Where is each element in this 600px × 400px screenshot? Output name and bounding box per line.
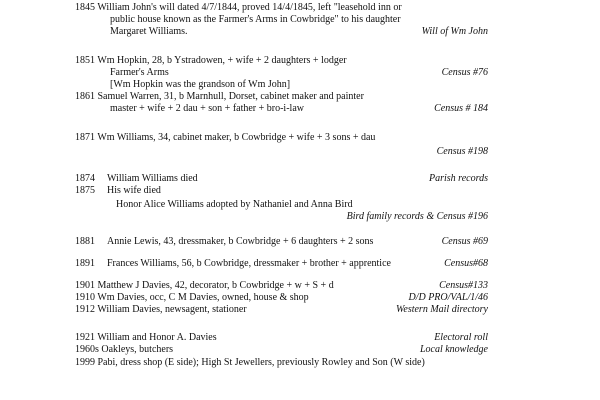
entry-1999-text: 1999 Pabi, dress shop (E side); High St Jewellers, previously Rowley and Son (W side)	[75, 357, 425, 368]
entry-1881-text: Annie Lewis, 43, dressmaker, b Cowbridge + 6 daughters + 2 sons	[107, 236, 374, 247]
entry-1874-source: Parish records	[429, 173, 488, 184]
entry-1901-source: Census#133	[439, 280, 488, 291]
entry-1891-year: 1891	[75, 258, 95, 269]
entry-1921-source: Electoral roll	[434, 332, 488, 343]
entry-1845-line-2: public house known as the Farmer's Arms in Cowbridge" to his daughter	[110, 14, 401, 25]
entry-1845-line-1: 1845 William John's will dated 4/7/1844, proved 14/4/1845, left "leasehold inn or	[75, 2, 402, 13]
entry-1875-year: 1875	[75, 185, 95, 196]
entry-1875-text: His wife died	[107, 185, 161, 196]
entry-1861-line-1: 1861 Samuel Warren, 31, b Marnhull, Dorset, cabinet maker and painter	[75, 91, 364, 102]
entry-1875-source: Bird family records & Census #196	[346, 211, 488, 222]
entry-1960s-source: Local knowledge	[419, 344, 488, 355]
entry-1861-line-2: master + wife + 2 dau + son + father + bro-i-law	[110, 103, 304, 114]
entry-1891-text: Frances Williams, 56, b Cowbridge, dressmaker + brother + apprentice	[107, 258, 391, 269]
entry-1871-line-1: 1871 Wm Williams, 34, cabinet maker, b Cowbridge + wife + 3 sons + dau	[75, 132, 376, 143]
entry-1881-year: 1881	[75, 236, 95, 247]
entry-1912-source: Western Mail directory	[395, 304, 488, 315]
entry-1871-source: Census #198	[436, 146, 488, 157]
entry-1874-year: 1874	[75, 173, 95, 184]
entry-1875-line-2: Honor Alice Williams adopted by Nathaniel and Anna Bird	[116, 199, 353, 210]
entry-1881-source: Census #69	[441, 236, 488, 247]
entry-1891-source: Census#68	[444, 258, 488, 269]
entry-1851-note: [Wm Hopkin was the grandson of Wm John]	[110, 79, 291, 90]
entry-1845-line-3: Margaret Williams.	[110, 26, 188, 37]
entry-1874-text: William Williams died	[107, 173, 198, 184]
entry-1861-source: Census # 184	[434, 103, 488, 114]
entry-1845-source: Will of Wm John	[421, 26, 488, 37]
entry-1912-text: 1912 William Davies, newsagent, stationer	[75, 304, 247, 315]
entry-1910-text: 1910 Wm Davies, occ, C M Davies, owned, house & shop	[75, 292, 309, 303]
entry-1921-text: 1921 William and Honor A. Davies	[75, 332, 217, 343]
entry-1901-text: 1901 Matthew J Davies, 42, decorator, b Cowbridge + w + S + d	[75, 280, 334, 291]
entry-1851-source: Census #76	[441, 67, 488, 78]
entry-1851-line-1: 1851 Wm Hopkin, 28, b Ystradowen, + wife + 2 daughters + lodger	[75, 55, 347, 66]
entry-1910-source: D/D PRO/VAL/1/46	[408, 292, 488, 303]
entry-1960s-text: 1960s Oakleys, butchers	[75, 344, 174, 355]
entry-1851-line-2: Farmer's Arms	[110, 67, 169, 78]
